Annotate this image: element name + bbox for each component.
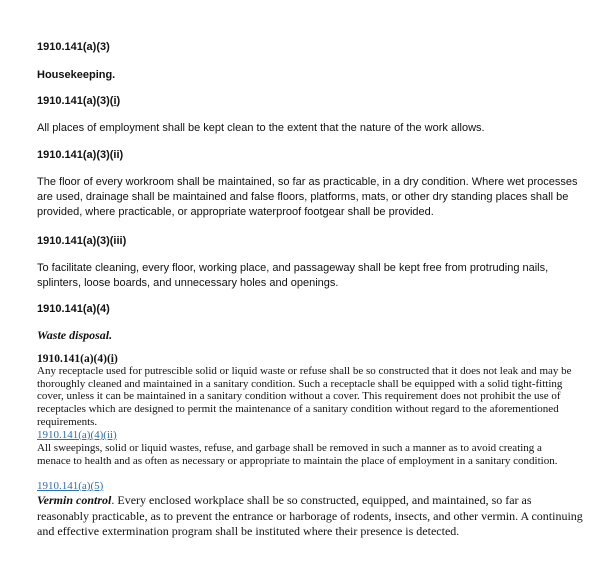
section-heading-a4: 1910.141(a)(4) bbox=[37, 303, 110, 315]
paragraph-a4-ii: All sweepings, solid or liquid wastes, refuse, and garbage shall be removed in such a manner as to avoid creating a menace to health and as often as necessary or appropriate to maintain the place of employment in a sanitary condition. bbox=[37, 442, 558, 467]
heading-suffix: ) bbox=[113, 353, 118, 365]
link-a4-ii[interactable]: 1910.141(a)(4)(ii) bbox=[37, 429, 117, 441]
spellcheck-mark: i bbox=[110, 353, 114, 365]
section-heading-a3-i bbox=[37, 94, 120, 109]
paragraph-a3-ii: The floor of every workroom shall be maintained, so far as practicable, in a dry condition. Where wet processes are used, drainage shall be maintained and false floors, platforms, mats, or other dry standing places shall be provided, where practicable, or appropriate waterproof footgear shall be provided. bbox=[37, 176, 578, 218]
paragraph-a4-i: Any receptacle used for putrescible solid or liquid waste or refuse shall be so constructed that it does not leak and may be thoroughly cleaned and maintained in a sanitary condition. Such a receptacle shall be equipped with a solid tight-fitting cover, unless it can be maintained in a sanitary condition without a cover. This requirement does not prohibit the use of receptacles which are designed to permit the maintenance of a sanitary condition without regard to the aforementioned requirements. bbox=[37, 365, 572, 428]
heading-suffix: ) bbox=[116, 95, 121, 107]
heading-prefix: 1910.141(a)(3)( bbox=[37, 95, 114, 107]
section-heading-a3-iii: 1910.141(a)(3)(iii) bbox=[37, 235, 127, 247]
link-a5[interactable]: 1910.141(a)(5) bbox=[37, 480, 104, 492]
spellcheck-mark: i bbox=[113, 95, 117, 107]
paragraph-a3-iii: To facilitate cleaning, every floor, working place, and passageway shall be kept free from protruding nails, splinters, loose boards, and unnecessary holes and openings. bbox=[37, 262, 549, 289]
paragraph-a5 bbox=[37, 493, 585, 540]
vermin-control-text: . Every enclosed workplace shall be so constructed, equipped, and maintained, so far as reasonably practicable, as to prevent the entrance or harborage of rodents, insects, and other vermin. A continuing and effective extermination program shall be instituted where their presence is detected. bbox=[37, 493, 583, 538]
section-heading-a3: 1910.141(a)(3) bbox=[37, 41, 110, 53]
section-title-housekeeping: Housekeeping. bbox=[37, 69, 116, 81]
heading-prefix: 1910.141(a)(4)( bbox=[37, 353, 111, 365]
vermin-control-label: Vermin control bbox=[37, 493, 112, 507]
section-title-waste-disposal: Waste disposal. bbox=[37, 328, 113, 342]
paragraph-a3-i: All places of employment shall be kept clean to the extent that the nature of the work allows. bbox=[37, 122, 485, 134]
section-heading-a3-ii: 1910.141(a)(3)(ii) bbox=[37, 149, 124, 161]
